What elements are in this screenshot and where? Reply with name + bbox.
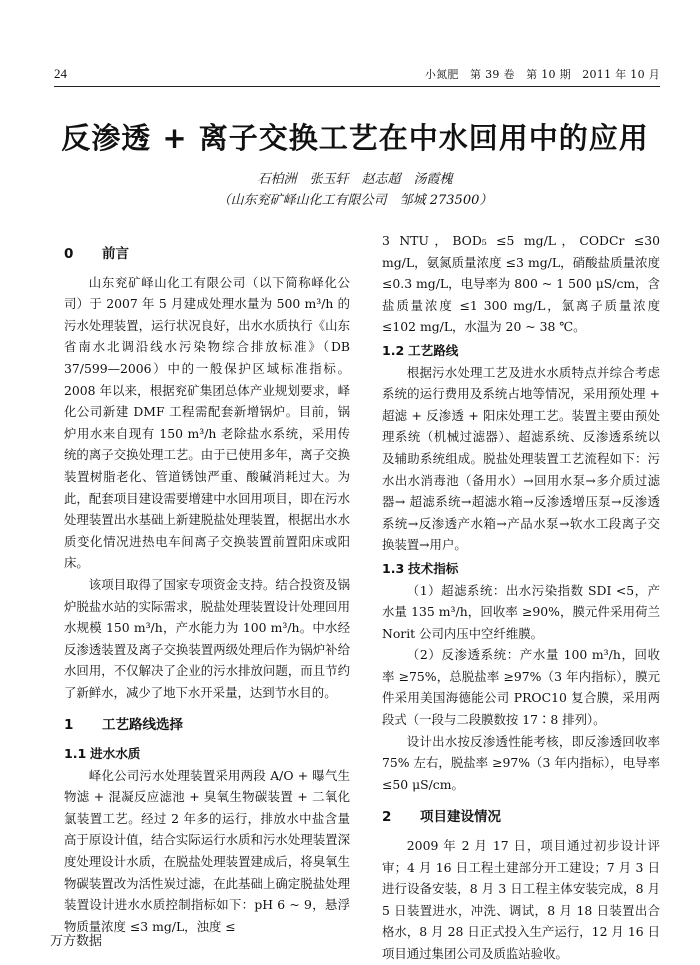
paragraph: 根据污水处理工艺及进水水质特点并综合考虑系统的运行费用及系统占地等情况，采用预处理 + 超滤 + 反渗透 + 阳床处理工艺。装置主要由预处理系统（机械过滤器）、超滤系统、反渗透系统以及辅助系统组成。脱盐处理装置工艺流程如下：污水出水消毒池（备用水）→回用水泵→多介质过滤器→ 超滤系统→超滤水箱→反渗透增压泵→反渗透系统→反渗透产水箱→产品水泵→软水工段离子交换装置→用户。 [382,364,660,553]
left-column [64,236,350,937]
section-title: 项目建设情况 [420,809,501,826]
subsection-heading [382,340,660,362]
paragraph: 该项目取得了国家专项资金支持。结合投资及锅炉脱盐水站的实际需求，脱盐处理装置设计处理回用水规模 150 m³/h，产水能力为 100 m³/h。中水经反渗透装置及离子交换装置两级处理后作为锅炉补给水回用，不仅解决了企业的污水排放问题，而且节约了新鲜水，减少了地下水开采量，达到节水目的。 [64,576,350,700]
watermark-footer: 万方数据 [50,934,103,949]
page-number: 24 [54,66,67,81]
right-column [382,230,660,965]
subsection-number: 1.3 [382,560,405,576]
paragraph: （1）超滤系统：出水污染指数 SDI <5，产水量 135 m³/h，回收率 ≥90%，膜元件采用荷兰 Norit 公司内压中空纤维膜。 [382,582,660,641]
section-heading [382,807,660,829]
subsection-number: 1.1 [64,746,87,762]
section-number: 0 [64,246,74,262]
paragraph: （2）反渗透系统：产水量 100 m³/h，回收率 ≥75%，总脱盐率 ≥97%（3 年内指标），膜元件采用美国海德能公司 PROC10 复合膜，采用两段式（一段与二段膜数按 17∶8 排列）。 [382,647,660,728]
paragraph: 2009 年 2 月 17 日，项目通过初步设计评审；4 月 16 日工程土建部分开工建设；7 月 3 日进行设备安装，8 月 3 日工程主体安装完成，8 月 5 日装置进水，冲洗、调试，8 月 18 日装置出合格水，8 月 28 日正式投入生产运行，12 月 16 日项目通过集团公司及质监站验收。 [382,838,660,961]
article-title: 反渗透 + 离子交换工艺在中水回用中的应用 [61,121,649,155]
journal-header: 小氮肥 第 39 卷 第 10 期 2011 年 10 月 [424,68,660,81]
section-heading [64,244,350,266]
subsection-heading [382,558,660,580]
paragraph: 3 NTU，BOD₅ ≤5 mg/L，CODCr ≤30 mg/L，氨氮质量浓度 ≤3 mg/L，硝酸盐质量浓度 ≤0.3 mg/L，电导率为 800 ~ 1 500 μS/cm，含盐质量浓度 ≤1 300 mg/L，氯离子质量浓度 ≤102 mg/L，水温为 20 ~ 38 ℃。 [382,233,660,335]
paragraph: 设计出水按反渗透性能考核，即反渗透回收率 75% 左右，脱盐率 ≥97%（3 年内指标），电导率 ≤50 μS/cm。 [382,733,660,792]
subsection-title: 技术指标 [408,560,459,576]
section-heading [64,715,350,737]
header-rule [54,86,660,87]
paragraph: 山东兖矿峄山化工有限公司（以下简称峄化公司）于 2007 年 5 月建成处理水量为 500 m³/h 的污水处理装置，运行状况良好，出水水质执行《山东省南水北调沿线水污染物综合排放标准》（DB 37/599—2006）中的一般保护区域标准指标。2008 年以来，根据兖矿集团总体产业规划要求，峄化公司新建 DMF 工程需配套新增锅炉。目前，锅炉用水来自现有 150 m³/h 老除盐水系统，采用传统的离子交换处理工艺。由于已使用多年，离子交换装置树脂老化、管道锈蚀严重、酸碱消耗过大。为此，配套项目建设需要增建中水回用项目，即在污水处理装置出水基础上新建脱盐处理装置，根据出水水质变化情况进热电车间离子交换装置前置阳床或阳床。 [64,274,350,571]
section-title: 工艺路线选择 [102,717,183,734]
subsection-number: 1.2 [382,342,405,358]
subsection-heading [64,743,350,765]
subsection-title: 工艺路线 [408,342,459,358]
section-number: 2 [382,809,392,826]
paragraph: 峄化公司污水处理装置采用两段 A/O + 曝气生物滤 + 混凝反应滤池 + 臭氧生物碳装置 + 二氧化氯装置工艺。经过 2 年多的运行，排放水中盐含量高于原设计值，结合实际运行水质和污水处理装置深度处理设计水质，在脱盐处理装置建成后，将臭氧生物碳装置改为活性炭过滤，在此基础上确定脱盐处理装置设计进水水质控制指标如下：pH 6 ~ 9，悬浮物质量浓度 ≤3 mg/L，浊度 ≤ [64,767,350,934]
article-affiliation: （山东兖矿峄山化工有限公司 邹城 273500） [217,193,493,208]
article-authors: 石柏洲 张玉轩 赵志超 汤霞槐 [257,172,453,187]
section-number: 1 [64,717,74,734]
subsection-title: 进水水质 [90,746,141,762]
section-title: 前言 [102,246,129,262]
